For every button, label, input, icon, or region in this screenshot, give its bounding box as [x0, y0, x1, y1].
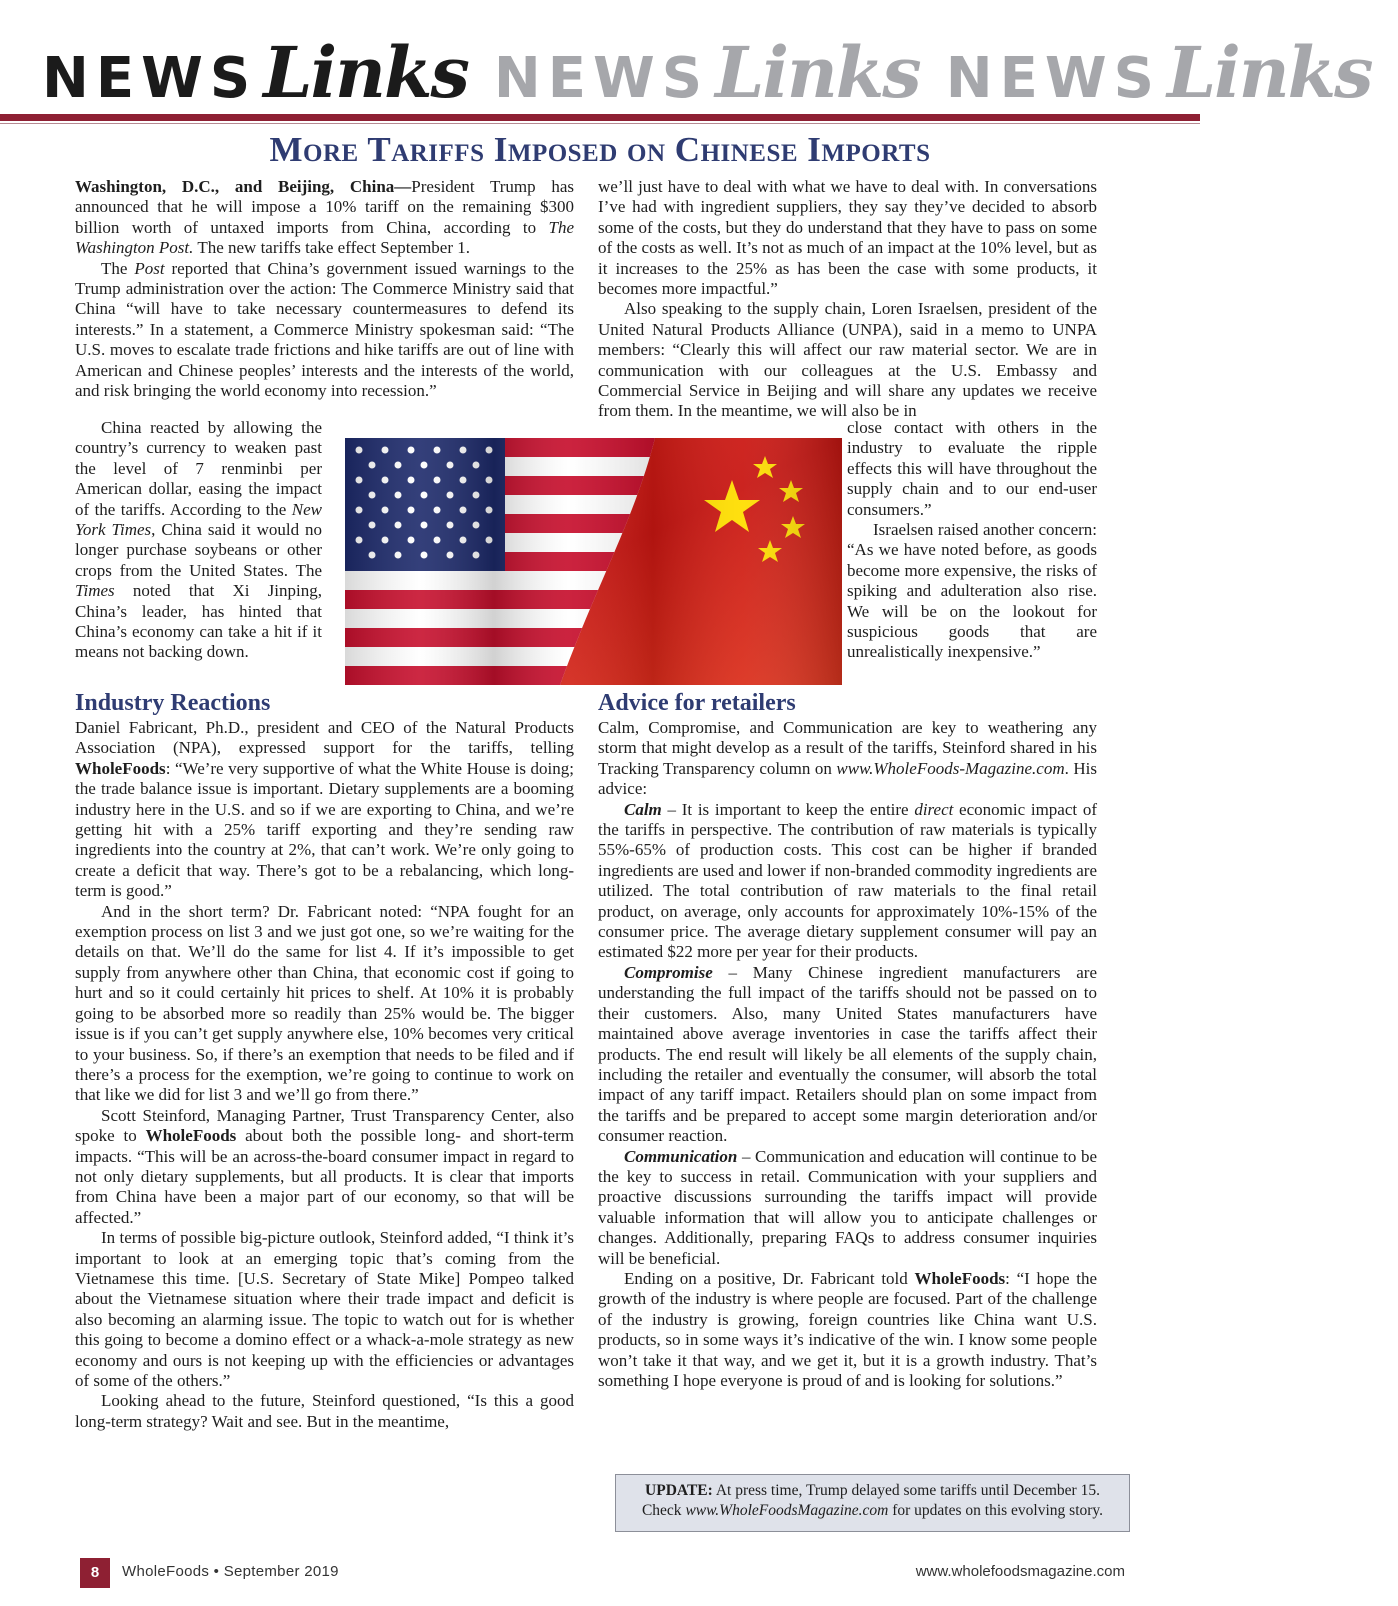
masthead-news: NEWS: [42, 46, 258, 111]
col1-paragraph-6: Scott Steinford, Managing Partner, Trust Transparency Center, also spoke to WholeFoods about both the possible long- and short-term impacts. “This will be an across-the-board consumer impact in regard to not only dietary supplements, but all products. It is clear that imports from China have been a major part of our economy, so that will be affected.”: [75, 1105, 574, 1227]
col1-paragraph-2: The Post reported that China’s government issued warnings to the Trump administration over the action: The Commerce Ministry said that China “will have to take necessary countermeasures to defend its interests.” In a statement, a Commerce Ministry spokesman said: “The U.S. moves to escalate trade frictions and hike tariffs are out of line with American and Chinese peoples’ interests and the interests of the world, and risk bringing the world economy into recession.”: [75, 258, 574, 401]
col1-paragraph-4: Daniel Fabricant, Ph.D., president and CEO of the Natural Products Association (NPA), expressed support for the tariffs, telling WholeFoods: “We’re very supportive of what the White House is doing; the trade balance issue is important. Dietary supplements are a booming industry here in the U.S. and so if we are exporting to China, and we’re getting hit with a 25% tariff exporting and they’re sending raw ingredients into the country at 2%, that can’t work. We’re only going to create a deficit that way. There’s got to be a rebalancing, which long-term is good.”: [75, 718, 574, 901]
col1-paragraph-8: Looking ahead to the future, Steinford questioned, “Is this a good long-term strategy? Wait and see. But in the meantime,: [75, 1391, 574, 1431]
col2-paragraph-2: Also speaking to the supply chain, Loren Israelsen, president of the United Natural Products Alliance (UNPA), said in a memo to UNPA members: “Clearly this will affect our raw material sector. We are in communication with our colleagues at the U.S. Embassy and Commercial Service in Beijing and will share any updates we receive from them. In the meantime, we will also be in: [598, 299, 1097, 421]
col2-paragraph-4: Calm, Compromise, and Communication are key to weathering any storm that might develop as a result of the tariffs, Steinford shared in his Tracking Transparency column on www.WholeFoods-Magazine.com. His advice:: [598, 718, 1097, 799]
masthead-news-2: NEWS: [493, 46, 710, 111]
dateline: Washington, D.C., and Beijing, China—: [75, 177, 412, 196]
masthead-links: Links: [263, 31, 468, 114]
col2-paragraph-2-cont: close contact with others in the industry to evaluate the ripple effects this will have throughout the supply chain and to our end-user consumers.”: [847, 418, 1097, 519]
masthead-rule-thin: [0, 123, 1200, 124]
communication-label: Communication: [624, 1146, 738, 1166]
brand-wholefoods: WholeFoods: [75, 758, 166, 778]
footer-publication: WholeFoods • September 2019: [122, 1563, 339, 1580]
update-box: UPDATE: At press time, Trump delayed some tariffs until December 15. Check www.WholeFoodsMagazine.com for updates on this evolving story.: [615, 1474, 1130, 1532]
footer-website: www.wholefoodsmagazine.com: [915, 1563, 1125, 1580]
col1-bottom: [75, 718, 574, 1432]
advice-communication: Communication – Communication and education will continue to be the key to success in retail. Communication with your suppliers and proactive discussions surrounding the tariffs impact will provide valuable information that will allow you to anticipate challenges or changes. Additionally, preparing FAQs to address consumer inquiries will be beneficial.: [598, 1146, 1097, 1268]
brand-wholefoods: WholeFoods: [914, 1268, 1006, 1288]
flags-svg: [345, 438, 842, 685]
article-headline: More Tariffs Imposed on Chinese Imports: [269, 130, 931, 169]
col2-bottom: [598, 718, 1097, 1391]
col1-paragraph-5: And in the short term? Dr. Fabricant noted: “NPA fought for an exemption process on list 3 and we just got one, so we’re waiting for the details on that. We’ll do the same for list 4. If it’s impossible to get supply from anywhere other than China, that economic cost if going to hurt and so it could certainly hit prices to shelf. At 10% it is probably going to be absorbed more so readily than 25% would be. The bigger issue is if you can’t get supply anywhere else, 10% becomes very critical to your business. So, if there’s an exemption that needs to be filed and if there’s a process for the exemption, we’re going to continue to work on that like we did for list 3 and we’ll go from there.”: [75, 901, 574, 1105]
update-url: www.WholeFoodsMagazine.com: [685, 1502, 889, 1519]
col2-top: [598, 177, 1097, 422]
col2-paragraph-5: Ending on a positive, Dr. Fabricant told WholeFoods: “I hope the growth of the industry is where people are focused. Part of the challenge of the industry is growing, foreign countries like China want U.S. products, so in some ways it’s indicative of the win. I know some people won’t take it that way, and we get it, but it is a growth industry. That’s something I hope everyone is proud of and is looking for solutions.”: [598, 1268, 1097, 1390]
col2-paragraph-1: we’ll just have to deal with what we have to deal with. In conversations I’ve had with ingredient suppliers, they say they’ve decided to absorb some of the costs, but they do understand that they have to pass on some of the costs as well. It’s not as much of an impact at the 10% level, but as it increases to the 25% as has been the case with some products, it becomes more impactful.”: [598, 177, 1097, 299]
update-label: UPDATE:: [645, 1482, 713, 1499]
calm-label: Calm: [624, 799, 662, 819]
advice-compromise: Compromise – Many Chinese ingredient manufacturers are understanding the full impact of the tariffs should not be passed on to their customers. Also, many United States manufacturers have maintained above average inventories in case the tariffs affect their products. The end result will likely be all elements of the supply chain, including the retailer and eventually the consumer, will absorb the total impact of any tariff impact. Retailers should plan on some impact from the tariffs and be prepared to accept some margin deterioration and/or consumer reaction.: [598, 962, 1097, 1146]
col2-paragraph-3: Israelsen raised another concern: “As we have noted before, as goods become more expensive, the risks of spiking and adulteration also rise. We will be on the lookout for suspicious goods that are unrealistically inexpensive.”: [847, 520, 1097, 662]
masthead-links-2: Links: [715, 31, 920, 114]
us-china-flags-image: [345, 438, 842, 685]
col1-top: [75, 177, 574, 401]
heading-industry-reactions: Industry Reactions: [75, 690, 271, 716]
col2-narrow: [847, 418, 1097, 663]
brand-wholefoods: WholeFoods: [145, 1126, 237, 1146]
heading-advice-for-retailers: Advice for retailers: [598, 690, 796, 716]
website-link: www.WholeFoods-Magazine.com: [836, 758, 1065, 778]
masthead: [42, 28, 1372, 118]
col1-paragraph-7: In terms of possible big-picture outlook, Steinford added, “I think it’s important to look at an emerging topic that’s coming from the Vietnamese this time. [U.S. Secretary of State Mike] Pompeo talked about the Vietnamese situation where their trade impact and deficit is also becoming an alarming issue. The topic to watch out for is whether this going to become a domino effect or a whack-a-mole strategy as new economy and ours is not keeping up with the efficiencies or advantages of some of the others.”: [75, 1228, 574, 1390]
compromise-label: Compromise: [624, 962, 713, 982]
col1-paragraph-1: Washington, D.C., and Beijing, China—President Trump has announced that he will impose a 10% tariff on the remaining $300 billion worth of untaxed imports from China, according to The Washington Post. The new tariffs take effect September 1.: [75, 177, 574, 258]
masthead-links-3: Links: [1166, 31, 1372, 114]
page-number: 8: [80, 1558, 110, 1588]
masthead-news-3: NEWS: [945, 46, 1161, 111]
masthead-rule: [0, 114, 1200, 121]
col1-narrow: [75, 418, 322, 663]
advice-calm: Calm – It is important to keep the entire direct economic impact of the tariffs in perspective. The contribution of raw materials is typically 55%-65% of production costs. This cost can be higher if branded ingredients are used and lower if non-branded commodity ingredients are utilized. The total contribution of raw materials to the final retail product, on average, only accounts for approximately 10%-15% of the consumer price. The average dietary supplement consumer will pay an estimated $22 more per year for their products.: [598, 799, 1097, 962]
col1-paragraph-3: China reacted by allowing the country’s currency to weaken past the level of 7 renminbi per American dollar, easing the impact of the tariffs. According to the New York Times, China said it would no longer purchase soybeans or other crops from the United States. The Times noted that Xi Jinping, China’s leader, has hinted that China’s economy can take a hit if it means not backing down.: [75, 418, 322, 662]
